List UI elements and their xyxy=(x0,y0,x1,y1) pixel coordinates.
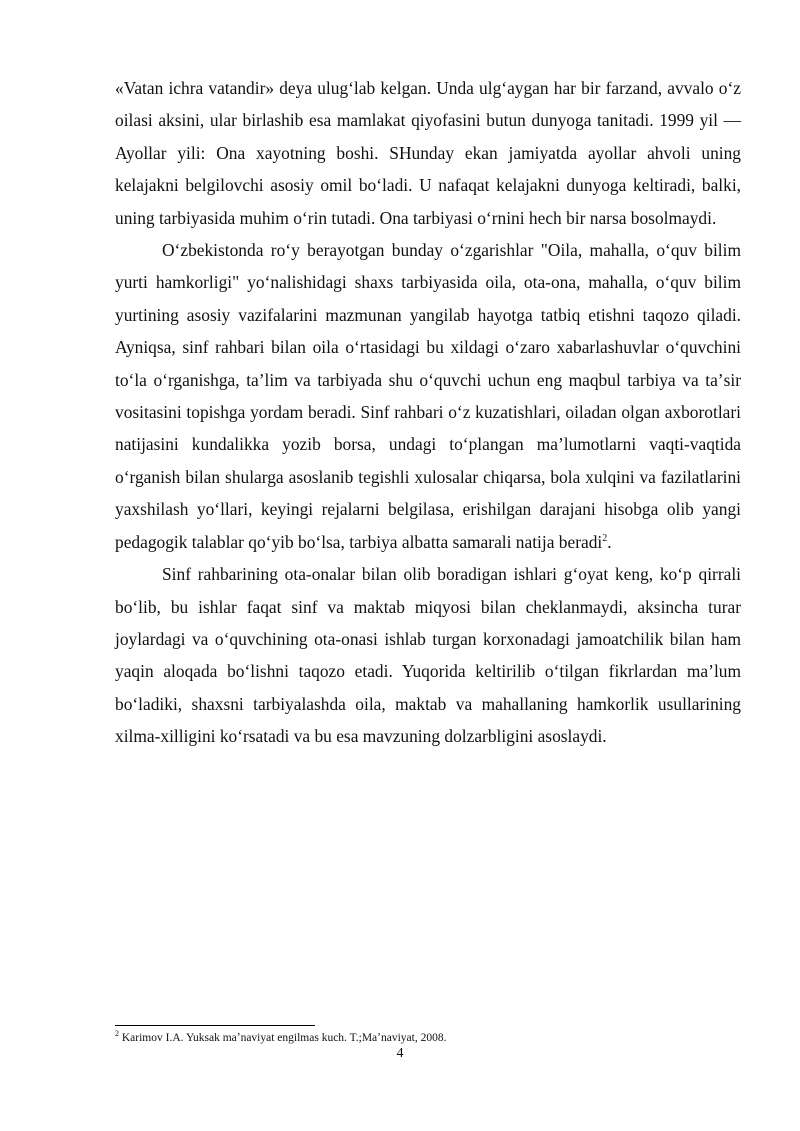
footnote-text: Karimov I.A. Yuksak maʼnaviyat engilmas kuch. T.;Maʼnaviyat, 2008. xyxy=(119,1032,447,1044)
paragraph-2-text: Oʻzbekistonda roʻy berayotgan bunday oʻzgarishlar "Oila, mahalla, oʻquv bilim yurti hamkorligi" yoʻnalishidagi shaxs tarbiyasida oila, ota-ona, mahalla, oʻquv bilim yurtining asosiy vazifalarini mazmunan yangilab hayotga tatbiq etishni taqozo qiladi. Ayniqsa, sinf rahbari bilan oila oʻrtasidagi bu xildagi oʻzaro xabarlashuvlar oʻquvchini toʻla oʻrganishga, taʼlim va tarbiyada shu oʻquvchi uchun eng maqbul tarbiya va taʼsir vositasini topishga yordam beradi. Sinf rahbari oʻz kuzatishlari, oiladan olgan axborotlari natijasini kundalikka yozib borsa, undagi toʻplangan maʼlumotlarni vaqti-vaqtida oʻrganish bilan shularga asoslanib tegishli xulosalar chiqarsa, bola xulqini va fazilatlarini yaxshilash yoʻllari, keyingi rejalarni belgilasa, erishilgan darajani hisobga olib yangi pedagogik talablar qoʻyib boʻlsa, tarbiya albatta samarali natija beradi xyxy=(115,240,741,552)
paragraph-1: «Vatan ichra vatandir» deya ulugʻlab kelgan. Unda ulgʻaygan har bir farzand, avvalo oʻz oilasi aksini, ular birlashib esa mamlakat qiyofasini butun dunyoga tanitadi. 1999 yil — Ayollar yili: Ona xayotning boshi. SHunday ekan jamiyatda ayollar ahvoli uning kelajakni belgilovchi asosiy omil boʻladi. U nafaqat kelajakni dunyoga keltiradi, balki, uning tarbiyasida muhim oʻrin tutadi. Ona tarbiyasi oʻrnini hech bir narsa bosolmaydi. xyxy=(115,78,741,228)
footnote xyxy=(115,1031,741,1046)
footnote-separator xyxy=(115,1025,315,1026)
document-body xyxy=(115,72,741,753)
footnote-reference[interactable]: 2 xyxy=(602,532,608,544)
page-number: 4 xyxy=(396,1046,404,1061)
paragraph-2-tail: . xyxy=(607,531,612,552)
footnote-mark: 2 xyxy=(115,1029,119,1039)
paragraph-3: Sinf rahbarining ota-onalar bilan olib boradigan ishlari gʻoyat keng, koʻp qirrali boʻlib, bu ishlar faqat sinf va maktab miqyosi bilan cheklanmaydi, aksincha turar joylardagi va oʻquvchining ota-onasi ishlab turgan korxonadagi jamoatchilik bilan ham yaqin aloqada boʻlishni taqozo etadi. Yuqorida keltirilib oʻtilgan fikrlardan maʼlum boʻladiki, shaxsni tarbiyalashda oila, maktab va mahallaning hamkorlik usullarining xilma-xilligini koʻrsatadi va bu esa mavzuning dolzarbligini asoslaydi. xyxy=(115,564,741,747)
paragraph-2 xyxy=(115,234,741,558)
